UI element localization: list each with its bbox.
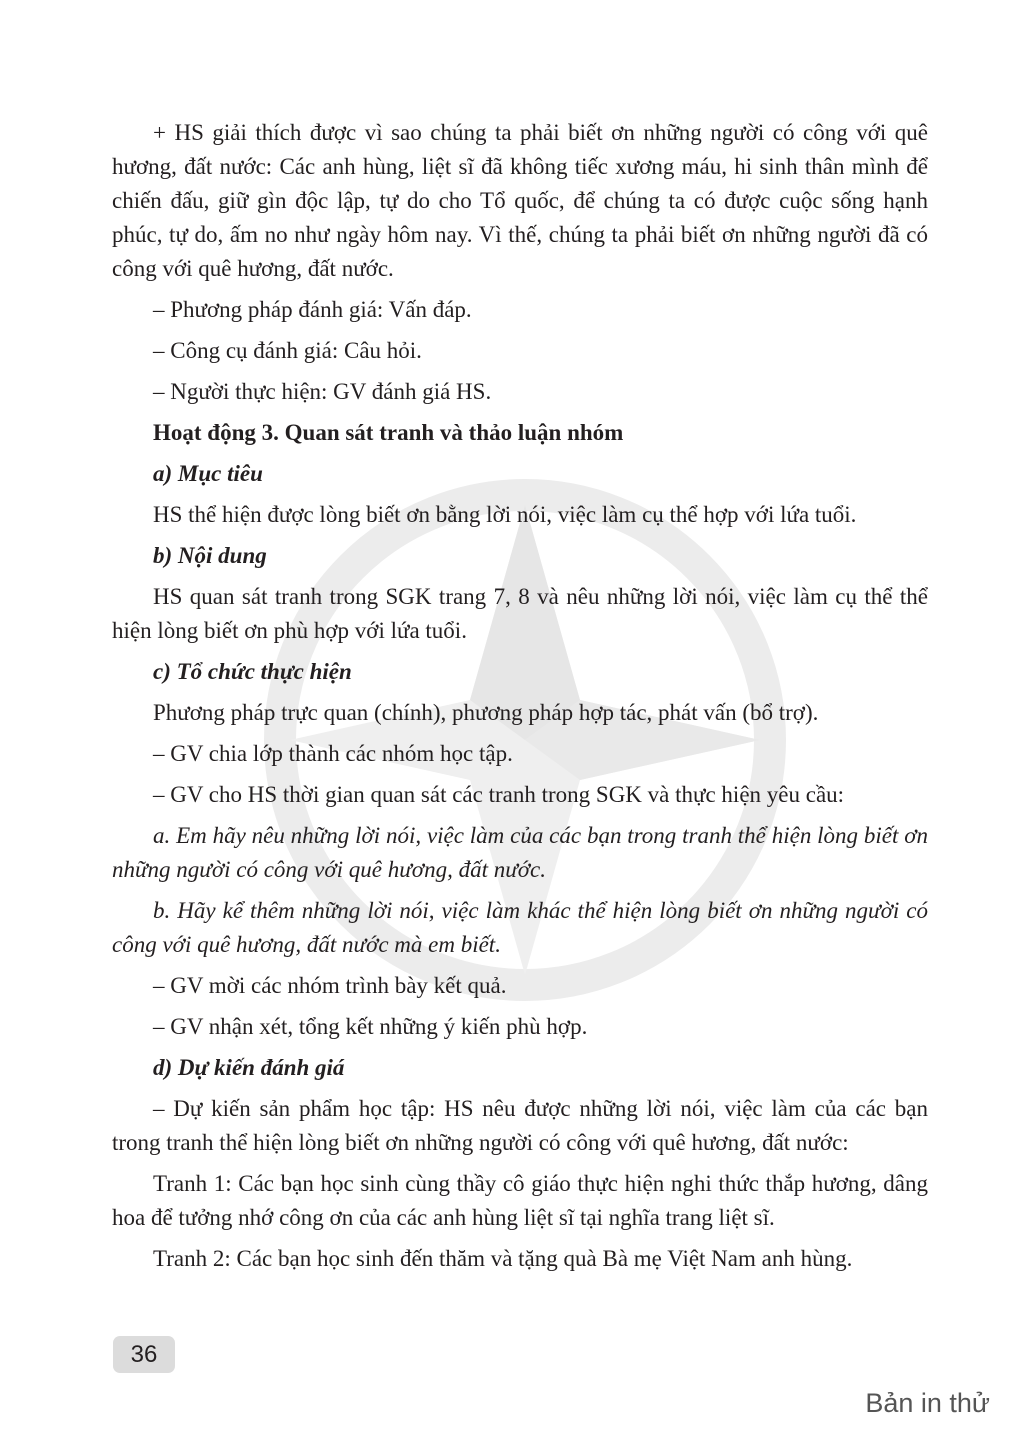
paragraph-picture-2: Tranh 2: Các bạn học sinh đến thăm và tặng quà Bà mẹ Việt Nam anh hùng.	[153, 1246, 853, 1271]
subheading-expected-assessment: d) Dự kiến đánh giá	[153, 1055, 345, 1080]
page-number: 36	[113, 1336, 175, 1373]
subheading-objective: a) Mục tiêu	[153, 461, 263, 486]
task-b: b. Hãy kể thêm những lời nói, việc làm khác thể hiện lòng biết ơn những người có công với quê hương, đất nước mà em biết.	[112, 898, 928, 957]
paragraph-summary: – GV nhận xét, tổng kết những ý kiến phù hợp.	[153, 1014, 588, 1039]
paragraph-divide-groups: – GV chia lớp thành các nhóm học tập.	[153, 741, 513, 766]
paragraph-expected-product: – Dự kiến sản phẩm học tập: HS nêu được những lời nói, việc làm của các bạn trong tranh thể hiện lòng biết ơn những người có công với quê hương, đất nước:	[112, 1096, 928, 1155]
paragraph-content: HS quan sát tranh trong SGK trang 7, 8 và nêu những lời nói, việc làm cụ thể thể hiện lòng biết ơn phù hợp với lứa tuổi.	[112, 584, 928, 643]
paragraph-observe-task: – GV cho HS thời gian quan sát các tranh trong SGK và thực hiện yêu cầu:	[153, 782, 845, 807]
print-proof-label: Bản in thử	[865, 1388, 990, 1418]
subheading-organization: c) Tổ chức thực hiện	[153, 659, 352, 684]
paragraph-assessment-method: – Phương pháp đánh giá: Vấn đáp.	[153, 297, 472, 322]
subheading-content: b) Nội dung	[153, 543, 267, 568]
paragraph-assessment-tool: – Công cụ đánh giá: Câu hỏi.	[153, 338, 422, 363]
task-a: a. Em hãy nêu những lời nói, việc làm của các bạn trong tranh thể hiện lòng biết ơn những người có công với quê hương, đất nước.	[112, 823, 928, 882]
paragraph-explanation: + HS giải thích được vì sao chúng ta phải biết ơn những người có công với quê hương, đất nước: Các anh hùng, liệt sĩ đã không tiếc xương máu, hi sinh thân mình để chiến đấu, giữ gìn độc lập, tự do cho Tổ quốc, để chúng ta có được cuộc sống hạnh phúc, tự do, ấm no như ngày hôm nay. Vì thế, chúng ta phải biết ơn những người đã có công với quê hương, đất nước.	[112, 120, 928, 281]
paragraph-picture-1: Tranh 1: Các bạn học sinh cùng thầy cô giáo thực hiện nghi thức thắp hương, dâng hoa để tưởng nhớ công ơn của các anh hùng liệt sĩ tại nghĩa trang liệt sĩ.	[112, 1171, 928, 1230]
paragraph-objective: HS thể hiện được lòng biết ơn bằng lời nói, việc làm cụ thể hợp với lứa tuổi.	[153, 502, 857, 527]
activity-3-heading: Hoạt động 3. Quan sát tranh và thảo luận nhóm	[153, 420, 624, 445]
page-body	[112, 116, 928, 1283]
paragraph-performer: – Người thực hiện: GV đánh giá HS.	[153, 379, 492, 404]
paragraph-methods: Phương pháp trực quan (chính), phương pháp hợp tác, phát vấn (bổ trợ).	[153, 700, 819, 725]
paragraph-present-results: – GV mời các nhóm trình bày kết quả.	[153, 973, 507, 998]
